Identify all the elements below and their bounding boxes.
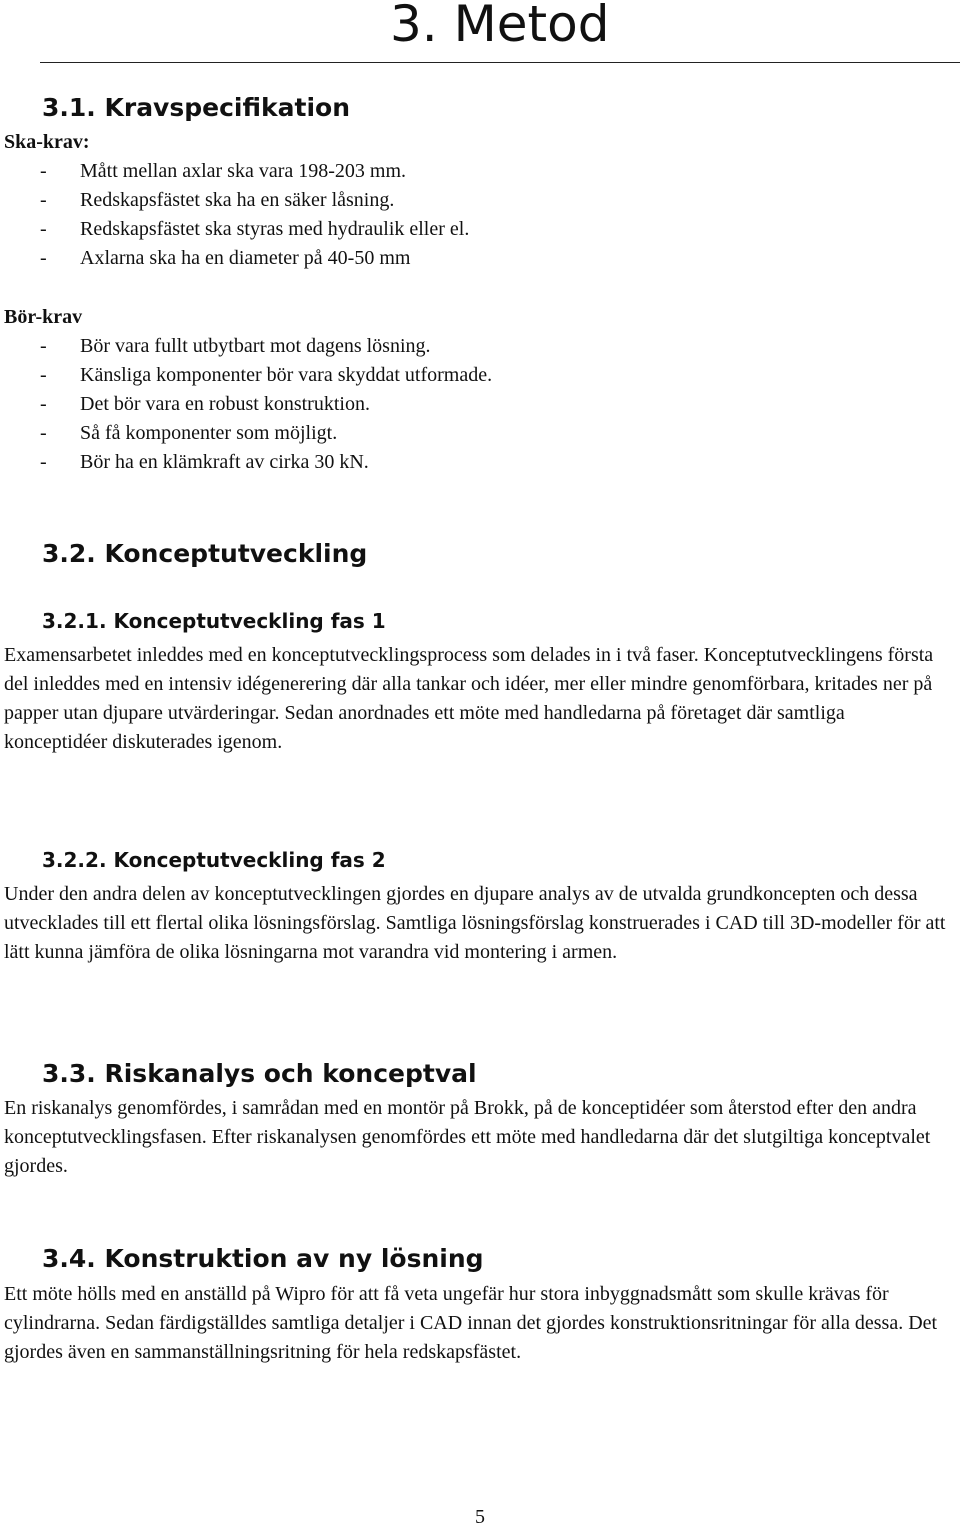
list-item [0, 157, 469, 186]
chapter-title: 3. Metod [390, 0, 610, 53]
list-item-text: Redskapsfästet ska styras med hydraulik eller el. [80, 218, 470, 240]
section-heading-konstruktion: 3.4. Konstruktion av ny lösning [42, 1244, 484, 1273]
section-heading-konceptutveckling: 3.2. Konceptutveckling [42, 539, 368, 568]
dash-marker: - [40, 247, 47, 269]
dash-marker: - [40, 364, 47, 386]
paragraph-konstruktion: Ett möte hölls med en anställd på Wipro för att få veta ungefär hur stora inbyggnadsmått som skulle krävas för cylindrarna. Sedan färdigställdes samtliga detaljer i CAD innan det gjordes konstruktionsritningar för alla dessa. Det gjordes även en sammanställningsritning för hela redskapsfästet. [4, 1283, 938, 1363]
ska-krav-list [0, 157, 469, 273]
chapter-divider [40, 62, 960, 63]
bor-krav-list [0, 332, 492, 477]
list-item [0, 244, 469, 273]
list-item-text: Så få komponenter som möjligt. [80, 422, 338, 444]
list-item-text: Redskapsfästet ska ha en säker låsning. [80, 189, 395, 211]
dash-marker: - [40, 189, 47, 211]
list-item [0, 390, 492, 419]
page-number: 5 [475, 1506, 485, 1528]
paragraph-fas-1: Examensarbetet inleddes med en konceptutvecklingsprocess som delades in i två faser. Konceptutvecklingens första del inleddes med en intensiv idégenerering där alla tankar och idéer, mer eller mindre genomförbara, kritades ner på papper utan djupare utvärderingar. Sedan anordnades ett möte med handledarna på företaget där samtliga konceptidéer diskuterades igenom. [4, 644, 934, 753]
list-item-text: Axlarna ska ha en diameter på 40-50 mm [80, 247, 411, 269]
dash-marker: - [40, 393, 47, 415]
list-item-text: Mått mellan axlar ska vara 198-203 mm. [80, 160, 407, 182]
list-item [0, 186, 469, 215]
dash-marker: - [40, 335, 47, 357]
list-item-text: Känsliga komponenter bör vara skyddat utformade. [80, 364, 493, 386]
subsection-heading-fas-1: 3.2.1. Konceptutveckling fas 1 [42, 609, 386, 633]
list-item-text: Det bör vara en robust konstruktion. [80, 393, 370, 415]
paragraph-riskanalys: En riskanalys genomfördes, i samrådan med en montör på Brokk, på de konceptidéer som återstod efter den andra konceptutvecklingsfasen. Efter riskanalysen genomfördes ett möte med handledarna där det slutgiltiga konceptvalet gjordes. [4, 1097, 931, 1177]
dash-marker: - [40, 422, 47, 444]
list-item [0, 448, 492, 477]
dash-marker: - [40, 160, 47, 182]
section-heading-riskanalys: 3.3. Riskanalys och konceptval [42, 1059, 477, 1088]
dash-marker: - [40, 218, 47, 240]
list-item-text: Bör ha en klämkraft av cirka 30 kN. [80, 451, 369, 473]
ska-krav-label: Ska-krav: [4, 131, 90, 153]
bor-krav-label: Bör-krav [4, 306, 83, 328]
list-item [0, 332, 492, 361]
section-heading-kravspecifikation: 3.1. Kravspecifikation [42, 93, 350, 122]
dash-marker: - [40, 451, 47, 473]
list-item [0, 419, 492, 448]
paragraph-fas-2: Under den andra delen av konceptutvecklingen gjordes en djupare analys av de utvalda grundkoncepten och dessa utvecklades till ett flertal olika lösningsförslag. Samtliga lösningsförslag konstruerades i CAD till 3D-modeller för att lätt kunna jämföra de olika lösningarna mot varandra vid montering i armen. [4, 883, 946, 963]
subsection-heading-fas-2: 3.2.2. Konceptutveckling fas 2 [42, 848, 386, 872]
list-item [0, 361, 492, 390]
list-item-text: Bör vara fullt utbytbart mot dagens lösning. [80, 335, 431, 357]
list-item [0, 215, 469, 244]
